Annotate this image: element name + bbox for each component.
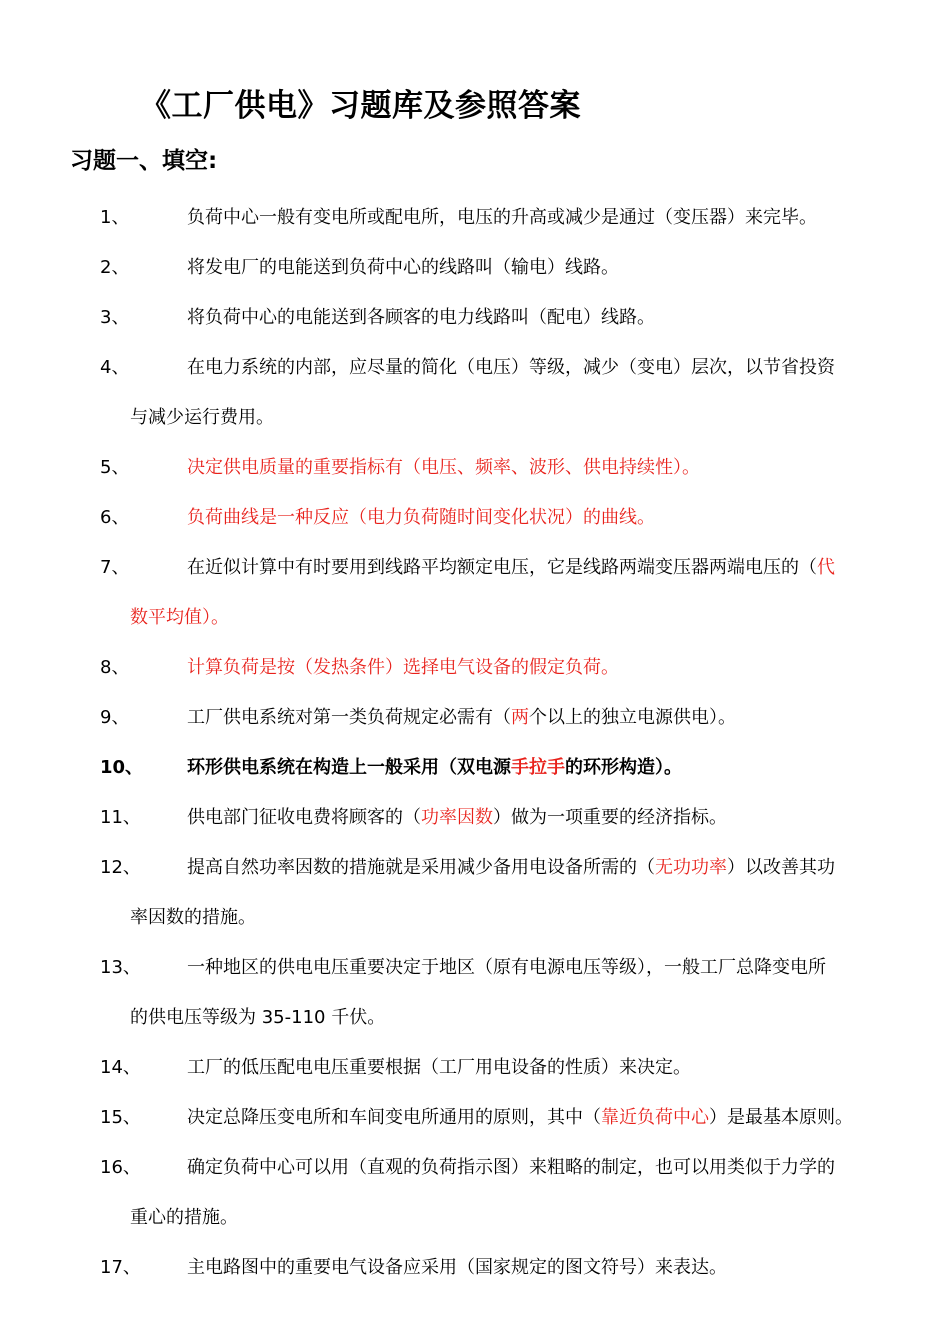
question-text — [0, 493, 950, 543]
answer-highlight: 数平均值）。 — [130, 607, 229, 628]
question-item — [0, 1043, 950, 1093]
section-heading: 习题一、填空: — [70, 148, 218, 174]
text-segment: 提高自然功率因数的措施就是采用减少备用电设备所需的（ — [187, 857, 655, 878]
document-title: 《工厂供电》习题库及参照答案 — [140, 88, 581, 124]
text-segment: 环形供电系统在构造上一般采用（双电源 — [187, 757, 511, 778]
question-text-continuation — [0, 593, 950, 643]
question-text — [0, 1043, 950, 1093]
text-segment: 在电力系统的内部，应尽量的简化（电压）等级，减少（变电）层次，以节省投资 — [187, 357, 835, 378]
question-number: 10、 — [100, 757, 144, 778]
question-number: 8、 — [100, 657, 130, 678]
answer-highlight: 靠近负荷中心 — [601, 1107, 709, 1128]
answer-highlight: 两 — [511, 707, 529, 728]
text-segment: 一种地区的供电电压重要决定于地区（原有电源电压等级），一般工厂总降变电所 — [187, 957, 826, 978]
question-item — [0, 1093, 950, 1143]
question-item — [0, 643, 950, 693]
text-segment: 重心的措施。 — [130, 1207, 238, 1228]
question-text — [0, 693, 950, 743]
question-text-continuation — [0, 1193, 950, 1243]
text-segment: 负荷中心一般有变电所或配电所，电压的升高或减少是通过（变压器）来完毕。 — [187, 207, 817, 228]
question-number: 7、 — [100, 557, 130, 578]
text-segment: 将发电厂的电能送到负荷中心的线路叫（输电）线路。 — [187, 257, 619, 278]
question-number: 4、 — [100, 357, 130, 378]
question-item — [0, 943, 950, 1043]
answer-highlight: 手拉手 — [511, 757, 565, 778]
text-segment: 工厂的低压配电电压重要根据（工厂用电设备的性质）来决定。 — [187, 1057, 691, 1078]
question-item — [0, 743, 950, 793]
answer-highlight: 代 — [817, 557, 835, 578]
question-text — [0, 543, 950, 593]
question-number: 6、 — [100, 507, 130, 528]
question-number: 9、 — [100, 707, 130, 728]
text-segment: ）以改善其功 — [727, 857, 835, 878]
question-text — [0, 1143, 950, 1193]
question-text — [0, 293, 950, 343]
question-text — [0, 443, 950, 493]
text-segment: 个以上的独立电源供电）。 — [529, 707, 736, 728]
question-text — [0, 1243, 950, 1293]
question-item — [0, 793, 950, 843]
question-item — [0, 843, 950, 943]
text-segment: 在近似计算中有时要用到线路平均额定电压，它是线路两端变压器两端电压的（ — [187, 557, 817, 578]
text-segment: 的供电压等级为 35-110 千伏。 — [130, 1007, 386, 1028]
question-number: 17、 — [100, 1257, 141, 1278]
text-segment: 将负荷中心的电能送到各顾客的电力线路叫（配电）线路。 — [187, 307, 655, 328]
question-item — [0, 343, 950, 443]
text-segment: 率因数的措施。 — [130, 907, 256, 928]
question-text — [0, 943, 950, 993]
question-item — [0, 543, 950, 643]
question-item — [0, 1143, 950, 1243]
answer-highlight: 负荷曲线是一种反应（电力负荷随时间变化状况）的曲线。 — [187, 507, 655, 528]
question-item — [0, 493, 950, 543]
text-segment: 决定总降压变电所和车间变电所通用的原则，其中（ — [187, 1107, 601, 1128]
question-list — [0, 193, 950, 1293]
question-number: 15、 — [100, 1107, 141, 1128]
question-item — [0, 693, 950, 743]
question-number: 5、 — [100, 457, 130, 478]
text-segment: ）是最基本原则。 — [709, 1107, 853, 1128]
text-segment: 确定负荷中心可以用（直观的负荷指示图）来粗略的制定，也可以用类似于力学的 — [187, 1157, 835, 1178]
question-item — [0, 293, 950, 343]
text-segment: 主电路图中的重要电气设备应采用（国家规定的图文符号）来表达。 — [187, 1257, 727, 1278]
text-segment: ）做为一项重要的经济指标。 — [493, 807, 727, 828]
answer-highlight: 计算负荷是按（发热条件）选择电气设备的假定负荷。 — [187, 657, 619, 678]
answer-highlight: 决定供电质量的重要指标有（电压、频率、波形、供电持续性）。 — [187, 457, 700, 478]
question-item — [0, 193, 950, 243]
question-text — [0, 243, 950, 293]
question-text — [0, 193, 950, 243]
question-text-continuation — [0, 993, 950, 1043]
question-number: 1、 — [100, 207, 130, 228]
question-text-continuation — [0, 393, 950, 443]
question-text — [0, 843, 950, 893]
question-text — [0, 1093, 950, 1143]
text-segment: 的环形构造）。 — [565, 757, 682, 778]
question-number: 11、 — [100, 807, 141, 828]
question-number: 12、 — [100, 857, 141, 878]
question-number: 3、 — [100, 307, 130, 328]
question-text — [0, 343, 950, 393]
question-number: 2、 — [100, 257, 130, 278]
question-number: 16、 — [100, 1157, 141, 1178]
question-item — [0, 443, 950, 493]
question-text — [0, 643, 950, 693]
answer-highlight: 功率因数 — [421, 807, 493, 828]
text-segment: 供电部门征收电费将顾客的（ — [187, 807, 421, 828]
text-segment: 工厂供电系统对第一类负荷规定必需有（ — [187, 707, 511, 728]
question-item — [0, 1243, 950, 1293]
question-item — [0, 243, 950, 293]
question-text — [0, 793, 950, 843]
answer-highlight: 无功功率 — [655, 857, 727, 878]
text-segment: 与减少运行费用。 — [130, 407, 274, 428]
question-number: 13、 — [100, 957, 141, 978]
question-number: 14、 — [100, 1057, 141, 1078]
question-text-continuation — [0, 893, 950, 943]
